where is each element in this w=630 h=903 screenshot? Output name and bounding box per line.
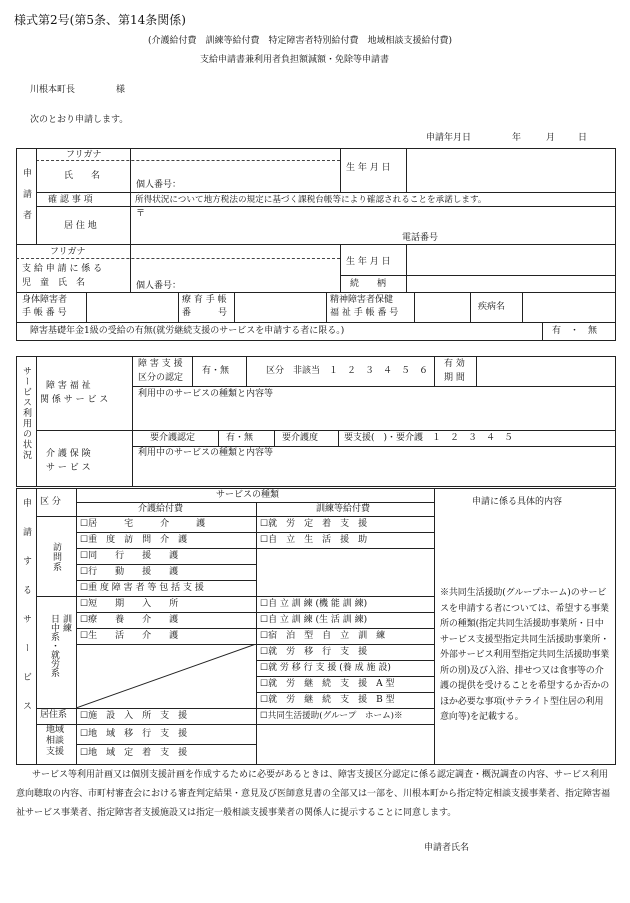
kunren-item[interactable]: ☐就 労 継 続 支 援 A 型 [260,679,395,689]
phone-label: 電話番号 [402,233,439,243]
nitchu-item[interactable]: ☐短 期 入 所 [80,599,179,609]
care-level-options[interactable]: 要支援( )・要介護 １ ２ ３ ４ ５ [344,433,514,443]
postal-mark: 〒 [136,209,146,219]
detail-header: 申請に係る具体的内容 [472,497,563,507]
apply-day: 日 [578,133,588,143]
using-service-label-2: 利用中のサービスの種類と内容等 [138,448,274,458]
addressee: 川根本町長 [30,85,76,95]
applicant-side-label: 申請者 [21,168,31,231]
kunren-header: 訓練等給付費 [316,504,371,514]
child-label-line2: 児 童 氏 名 [22,278,86,288]
valid-label-1: 有 効 [444,359,465,369]
kunren-kyoju-item[interactable]: ☐共同生活援助(グループ ホーム)※ [260,711,403,721]
houmon-item[interactable]: ☐重 度 訪 問 介 護 [80,535,188,545]
mental-label-1: 精神障害者保健 [330,295,394,305]
kunren-item[interactable]: ☐就 労 移 行 支 援 (養 成 施 設) [260,663,391,673]
kunren-item[interactable]: ☐就 労 移 行 支 援 [260,647,368,657]
confirm-label: 確 認 事 項 [48,195,93,205]
using-service-label: 利用中のサービスの種類と内容等 [138,389,274,399]
physical-label-2: 手 帳 番 号 [22,308,67,318]
cert-label-1: 障 害 支 援 [138,359,183,369]
diagonal-slash [76,644,256,708]
addressee-sama: 様 [116,85,126,95]
kunren-item[interactable]: ☐就 労 継 続 支 援 B 型 [260,695,395,705]
apply-year: 年 [512,133,522,143]
care-cert-umu[interactable]: 有・無 [226,433,254,443]
relation-label: 続 柄 [350,279,387,289]
chiiki-label-2: 相談 [46,736,65,746]
kyoju-item[interactable]: ☐施 設 入 所 支 援 [80,711,188,721]
furigana-label: フリガナ [66,150,102,160]
chiiki-label-3: 支援 [46,747,65,757]
chiiki-label-1: 地域 [46,725,65,735]
kunren-item[interactable]: ☐自 立 訓 練 (機 能 訓 練) [260,599,368,609]
grouphome-note: ※共同生活援助(グループホーム)のサービスを申請する者については、希望する事業所の種類(指定共同生活援助事業所・日中サービス支援型指定共同生活援助事業所・外部サービス利用型指定共同生活援助事業所の別)及び入浴、排せつ又は食事等の介護の提供を受けることを希望するか否かのほか必要な事項(サテライト型住居の利用意向等)を記載する。 [440,588,610,722]
pension-question: 障害基礎年金1級の受給の有無(就労継続支援のサービスを申請する者に限る。) [30,326,345,336]
type-header: サービスの種類 [216,490,280,500]
ryoiku-label-2: 番 号 [182,308,228,318]
nitchu-label: 日中系・就労系 [49,614,59,677]
usage-side-label: サービス利用の状況 [21,366,31,461]
cert-umu[interactable]: 有・無 [202,366,230,376]
houmon-label: 訪問系 [51,542,61,572]
houmon-item[interactable]: ☐居 宅 介 護 [80,519,206,529]
kubun-options[interactable]: 区分 非該当 １ ２ ３ ４ ５ ６ [266,366,429,376]
child-furigana-label: フリガナ [50,247,86,257]
signature-label: 申請者氏名 [424,843,470,853]
chiiki-item[interactable]: ☐地 域 定 着 支 援 [80,748,188,758]
houmon-item[interactable]: ☐行 動 援 護 [80,567,179,577]
confirm-text: 所得状況について地方税法の規定に基づく課税台帳等により確認されることを承諾します。 [135,195,487,205]
valid-label-2: 期 間 [444,373,465,383]
mynumber-label: 個人番号： [136,180,182,190]
nitchu-prefix: 訓練 [61,614,71,632]
pension-choice: 有 ・ 無 [552,326,598,336]
kunren-item[interactable]: ☐就 労 定 着 支 援 [260,519,368,529]
care-level-label: 要介護度 [282,433,319,443]
welfare-label-1: 障 害 福 祉 [46,381,91,391]
mental-label-2: 福 祉 手 帳 番 号 [330,308,399,318]
disease-label: 疾病名 [478,302,506,312]
ryoiku-label-1: 療 育 手 帳 [182,295,227,305]
houmon-item[interactable]: ☐重 度 障 害 者 等 包 括 支 援 [80,583,204,593]
welfare-label-2: 関 係 サ ー ビ ス [40,395,109,405]
child-birth-label: 生 年 月 日 [346,257,391,267]
kaigo-header: 介護給付費 [138,504,184,514]
physical-label-1: 身体障害者 [22,295,68,305]
kubun-header: 区 分 [40,497,61,507]
kunren-item[interactable]: ☐自 立 訓 練 (生 活 訓 練) [260,615,368,625]
consent-text: サービス等利用計画又は個別支援計画を作成するために必要があるときは、障害支援区分認定に係る認定調査・概況調査の内容、サービス利用意向聴取の内容、市町村審査会における審査判定結果・意見及び医師意見書の全部又は一部を、川根本町から指定特定相談支援事業者、指定障害福祉サービス事業者、指定障害者支援施設又は指定一般相談支援事業者の関係人に提示することに同意します。 [16,770,611,818]
intro-text: 次のとおり申請します。 [30,115,129,125]
nitchu-item[interactable]: ☐療 養 介 護 [80,615,179,625]
apply-date-label: 申請年月日 [426,133,472,143]
child-label-line1: 支 給 申 請 に 係 る [22,264,103,274]
address-label: 居 住 地 [64,221,97,231]
houmon-item[interactable]: ☐同 行 援 護 [80,551,179,561]
services-side-label: 申請するサービス [21,498,31,730]
chiiki-item[interactable]: ☐地 域 移 行 支 援 [80,729,188,739]
form-number: 様式第2号(第5条、第14条関係) [14,13,186,27]
kunren-item[interactable]: ☐自 立 生 活 援 助 [260,535,368,545]
kunren-item[interactable]: ☐宿 泊 型 自 立 訓 練 [260,631,386,641]
care-label-1: 介 護 保 険 [46,449,91,459]
apply-month: 月 [546,133,556,143]
form-title: 支給申請書兼利用者負担額減額・免除等申請書 [200,55,390,65]
name-label: 氏 名 [64,171,101,181]
birth-label: 生 年 月 日 [346,163,391,173]
child-mynumber-label: 個人番号： [136,281,182,291]
care-cert-label: 要介護認定 [150,433,196,443]
care-label-2: サ ー ビ ス [46,463,91,473]
form-subtitle: (介護給付費 訓練等給付費 特定障害者特別給付費 地域相談支援給付費) [148,36,453,46]
kyoju-label: 居住系 [40,710,68,720]
cert-label-2: 区分の認定 [138,373,184,383]
nitchu-item[interactable]: ☐生 活 介 護 [80,631,179,641]
